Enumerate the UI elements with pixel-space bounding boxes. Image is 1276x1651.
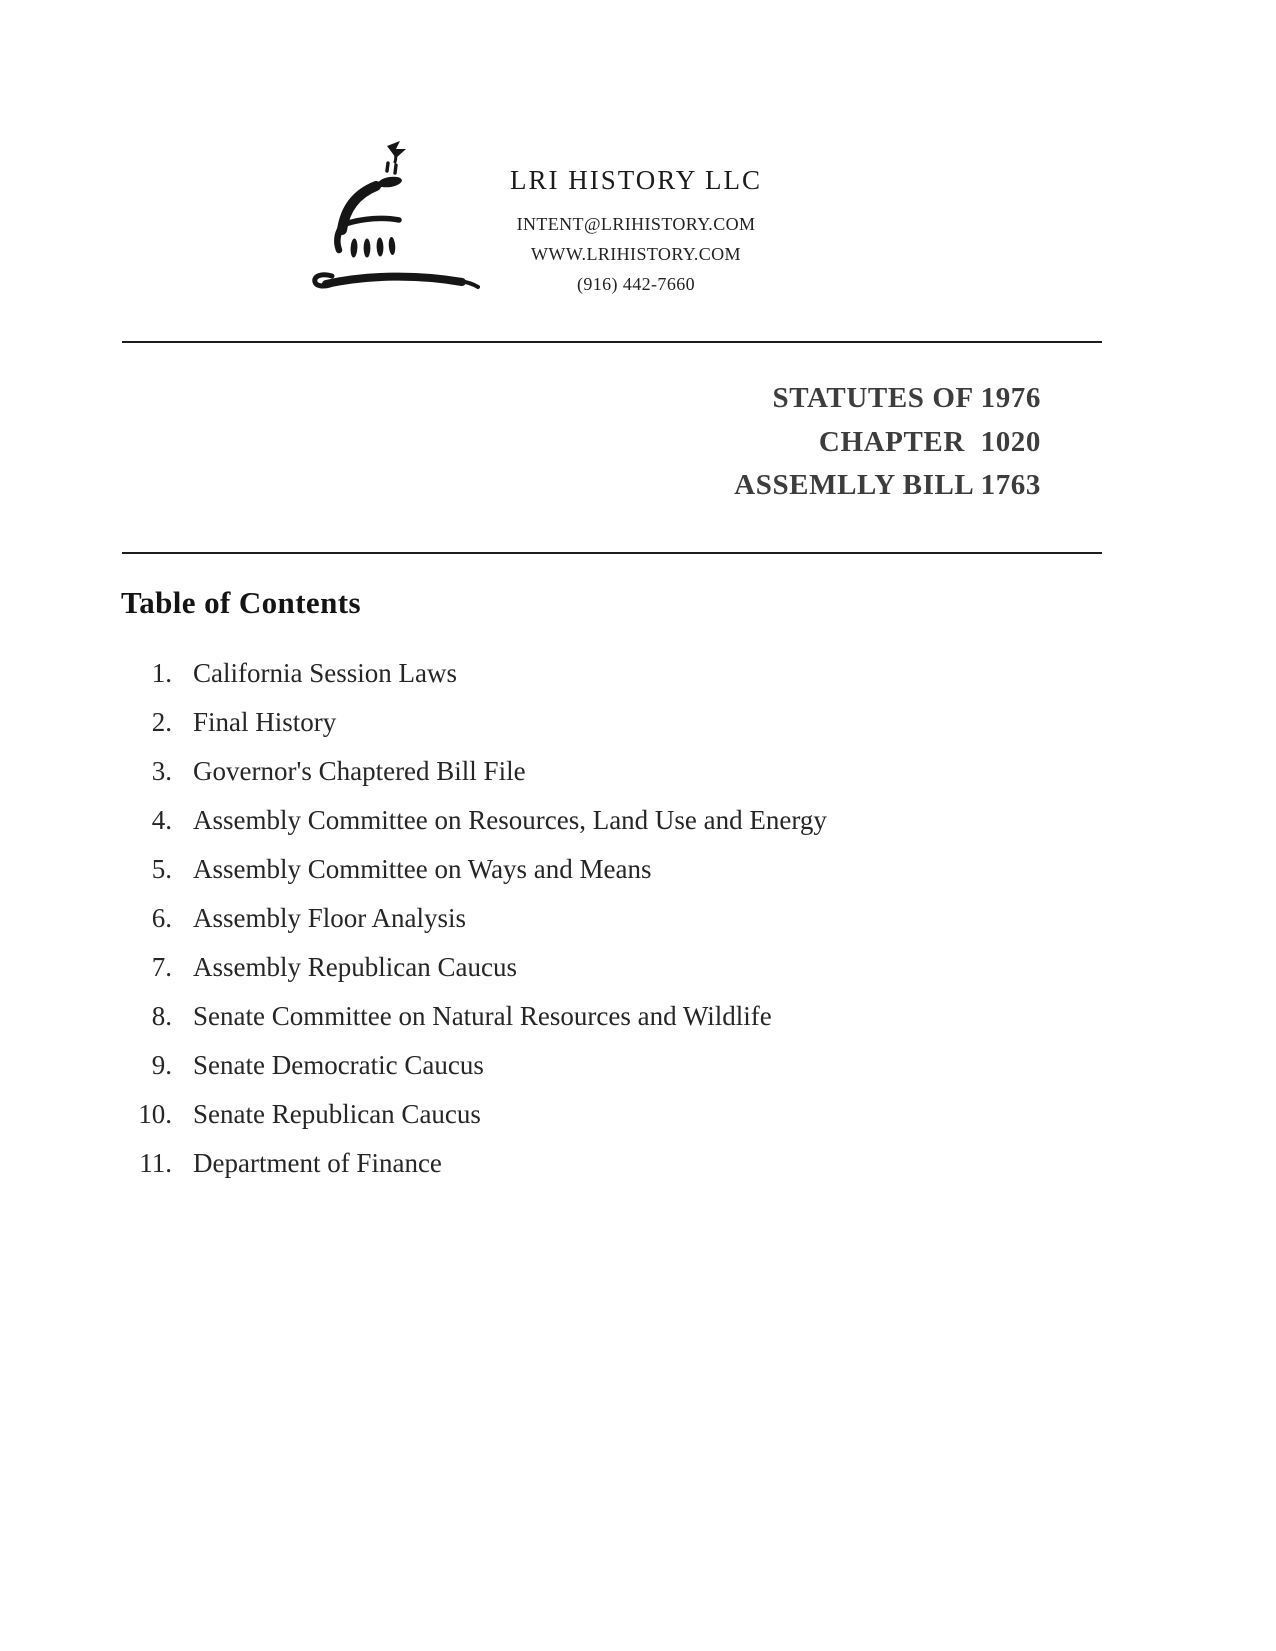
toc-item-label: Assembly Committee on Resources, Land Use and Energy: [193, 805, 827, 835]
company-phone: (916) 442-7660: [576, 274, 696, 294]
toc-item-6: [120, 903, 1120, 933]
company-email: INTENT@LRIHISTORY.COM: [516, 214, 756, 234]
toc-item-4: [120, 805, 1120, 835]
divider-bottom: [122, 552, 1102, 554]
toc-item-number: 10.: [138, 1099, 172, 1129]
toc-item-label: Senate Committee on Natural Resources and Wildlife: [193, 1001, 772, 1031]
toc-item-label: Assembly Republican Caucus: [193, 952, 517, 982]
toc-item-11: [120, 1148, 1120, 1178]
toc-item-label: Senate Republican Caucus: [193, 1099, 481, 1129]
toc-item-number: 9.: [151, 1050, 172, 1080]
toc-item-label: Department of Finance: [193, 1148, 442, 1178]
toc-item-2: [120, 707, 1120, 737]
toc-item-number: 11.: [139, 1148, 172, 1178]
toc-item-number: 8.: [151, 1001, 172, 1031]
divider-top: [122, 341, 1102, 343]
toc-item-label: Final History: [193, 707, 337, 737]
statute-title-block: [441, 377, 1041, 508]
toc-item-9: [120, 1050, 1120, 1080]
toc-item-label: California Session Laws: [193, 658, 457, 688]
toc-item-number: 4.: [151, 805, 172, 835]
toc-item-number: 6.: [151, 903, 172, 933]
toc-list: [120, 658, 1120, 1197]
toc-item-label: Assembly Committee on Ways and Means: [193, 854, 652, 884]
toc-item-7: [120, 952, 1120, 982]
toc-item-3: [120, 756, 1120, 786]
company-website: WWW.LRIHISTORY.COM: [531, 244, 741, 264]
toc-item-number: 1.: [151, 658, 172, 688]
assembly-bill-line: ASSEMLLY BILL 1763: [734, 469, 1041, 501]
toc-item-label: Governor's Chaptered Bill File: [193, 756, 526, 786]
toc-item-10: [120, 1099, 1120, 1129]
toc-item-label: Assembly Floor Analysis: [193, 903, 467, 933]
toc-item-label: Senate Democratic Caucus: [193, 1050, 484, 1080]
toc-item-8: [120, 1001, 1120, 1031]
toc-item-number: 2.: [151, 707, 172, 737]
toc-item-number: 7.: [151, 952, 172, 982]
toc-heading: Table of Contents: [121, 585, 361, 620]
toc-item-number: 5.: [151, 854, 172, 884]
chapter-line: CHAPTER 1020: [818, 425, 1041, 458]
toc-item-5: [120, 854, 1120, 884]
toc-item-1: [120, 658, 1120, 688]
toc-item-number: 3.: [151, 756, 172, 786]
statutes-year-line: STATUTES OF 1976: [772, 382, 1041, 414]
company-name: LRI HISTORY LLC: [509, 165, 762, 195]
